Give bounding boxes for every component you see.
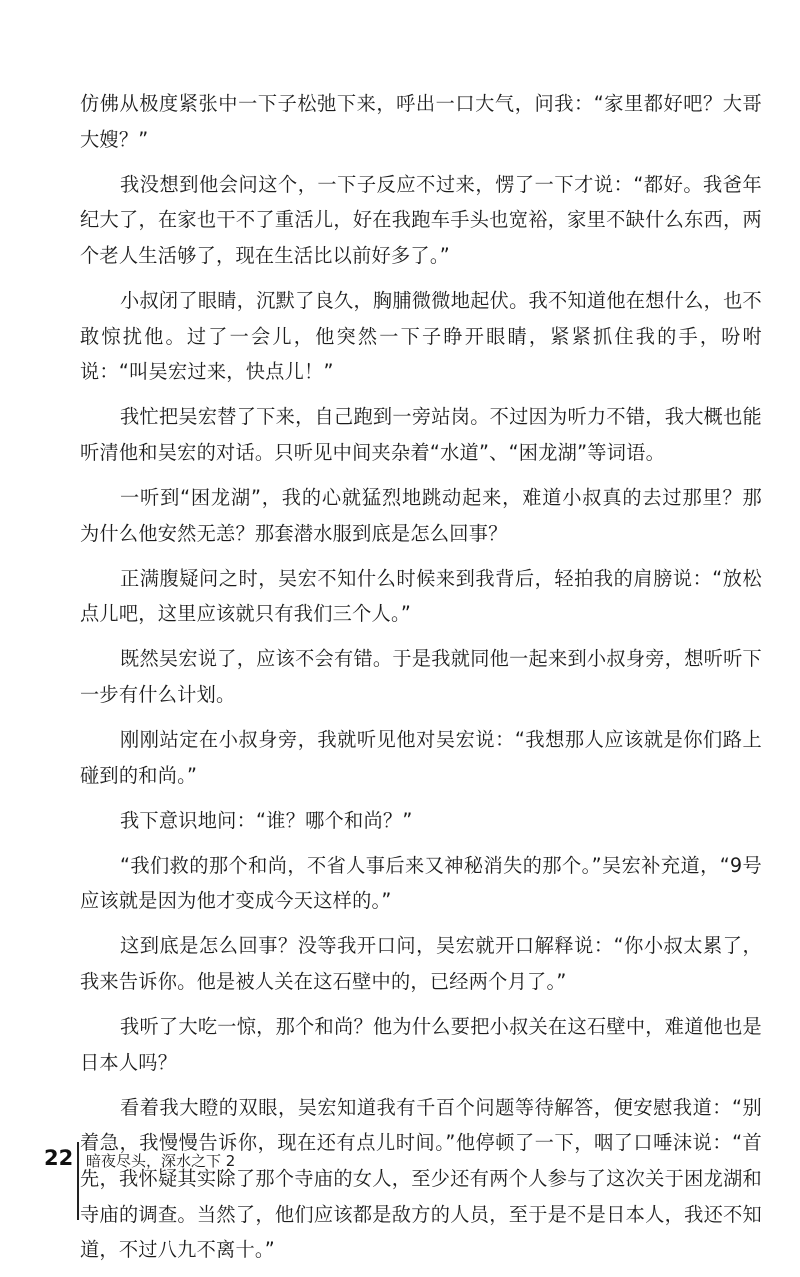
- paragraph: 一听到“困龙湖”，我的心就猛烈地跳动起来，难道小叔真的去过那里？那为什么他安然无恙？那套潜水服到底是怎么回事？: [80, 485, 762, 545]
- paragraph-continuation: 仿佛从极度紧张中一下子松弛下来，呼出一口大气，问我：“家里都好吧？大哥大嫂？”: [80, 92, 762, 151]
- paragraph: 既然吴宏说了，应该不会有错。于是我就同他一起来到小叔身旁，想听听下一步有什么计划。: [80, 647, 762, 706]
- footer-divider: [77, 1142, 79, 1220]
- paragraph: 我忙把吴宏替了下来，自己跑到一旁站岗。不过因为听力不错，我大概也能听清他和吴宏的对话。只听见中间夹杂着“水道”、“困龙湖”等词语。: [80, 405, 762, 464]
- paragraph: 我没想到他会问这个，一下子反应不过来，愣了一下才说：“都好。我爸年纪大了，在家也干不了重活儿，好在我跑车手头也宽裕，家里不缺什么东西，两个老人生活够了，现在生活比以前好多了。”: [80, 172, 762, 267]
- paragraph: 正满腹疑问之时，吴宏不知什么时候来到我背后，轻拍我的肩膀说：“放松点儿吧，这里应该就只有我们三个人。”: [80, 566, 762, 626]
- paragraph: 小叔闭了眼睛，沉默了良久，胸脯微微地起伏。我不知道他在想什么，也不敢惊扰他。过了一会儿，他突然一下子睁开眼睛，紧紧抓住我的手，吩咐说：“叫吴宏过来，快点儿！”: [80, 288, 762, 384]
- paragraph: 看着我大瞪的双眼，吴宏知道我有千百个问题等待解答，便安慰我道：“别着急，我慢慢告诉你，现在还有点儿时间。”他停顿了一下，咽了口唾沫说：“首先，我怀疑其实除了那个寺庙的女人，至少还有两个人参与了这次关于困龙湖和寺庙的调查。当然了，他们应该都是敌方的人员，至于是不是日本人，我还不知道，不过八九不离十。”: [80, 1095, 762, 1262]
- paragraph: 我听了大吃一惊，那个和尚？他为什么要把小叔关在这石壁中，难道他也是日本人吗？: [80, 1015, 762, 1074]
- paragraph: 刚刚站定在小叔身旁，我就听见他对吴宏说：“我想那人应该就是你们路上碰到的和尚。”: [80, 728, 762, 787]
- page-number: 22: [44, 1146, 74, 1170]
- paragraph: 这到底是怎么回事？没等我开口问，吴宏就开口解释说：“你小叔太累了，我来告诉你。他是被人关在这石壁中的，已经两个月了。”: [80, 934, 762, 994]
- paragraph: “我们救的那个和尚，不省人事后来又神秘消失的那个。”吴宏补充道，“9号应该就是因为他才变成今天这样的。”: [80, 853, 762, 913]
- running-title: 暗夜尽头，深水之下 2: [86, 1152, 236, 1170]
- body-text: [80, 86, 762, 1277]
- paragraph: 我下意识地问：“谁？哪个和尚？”: [120, 808, 413, 832]
